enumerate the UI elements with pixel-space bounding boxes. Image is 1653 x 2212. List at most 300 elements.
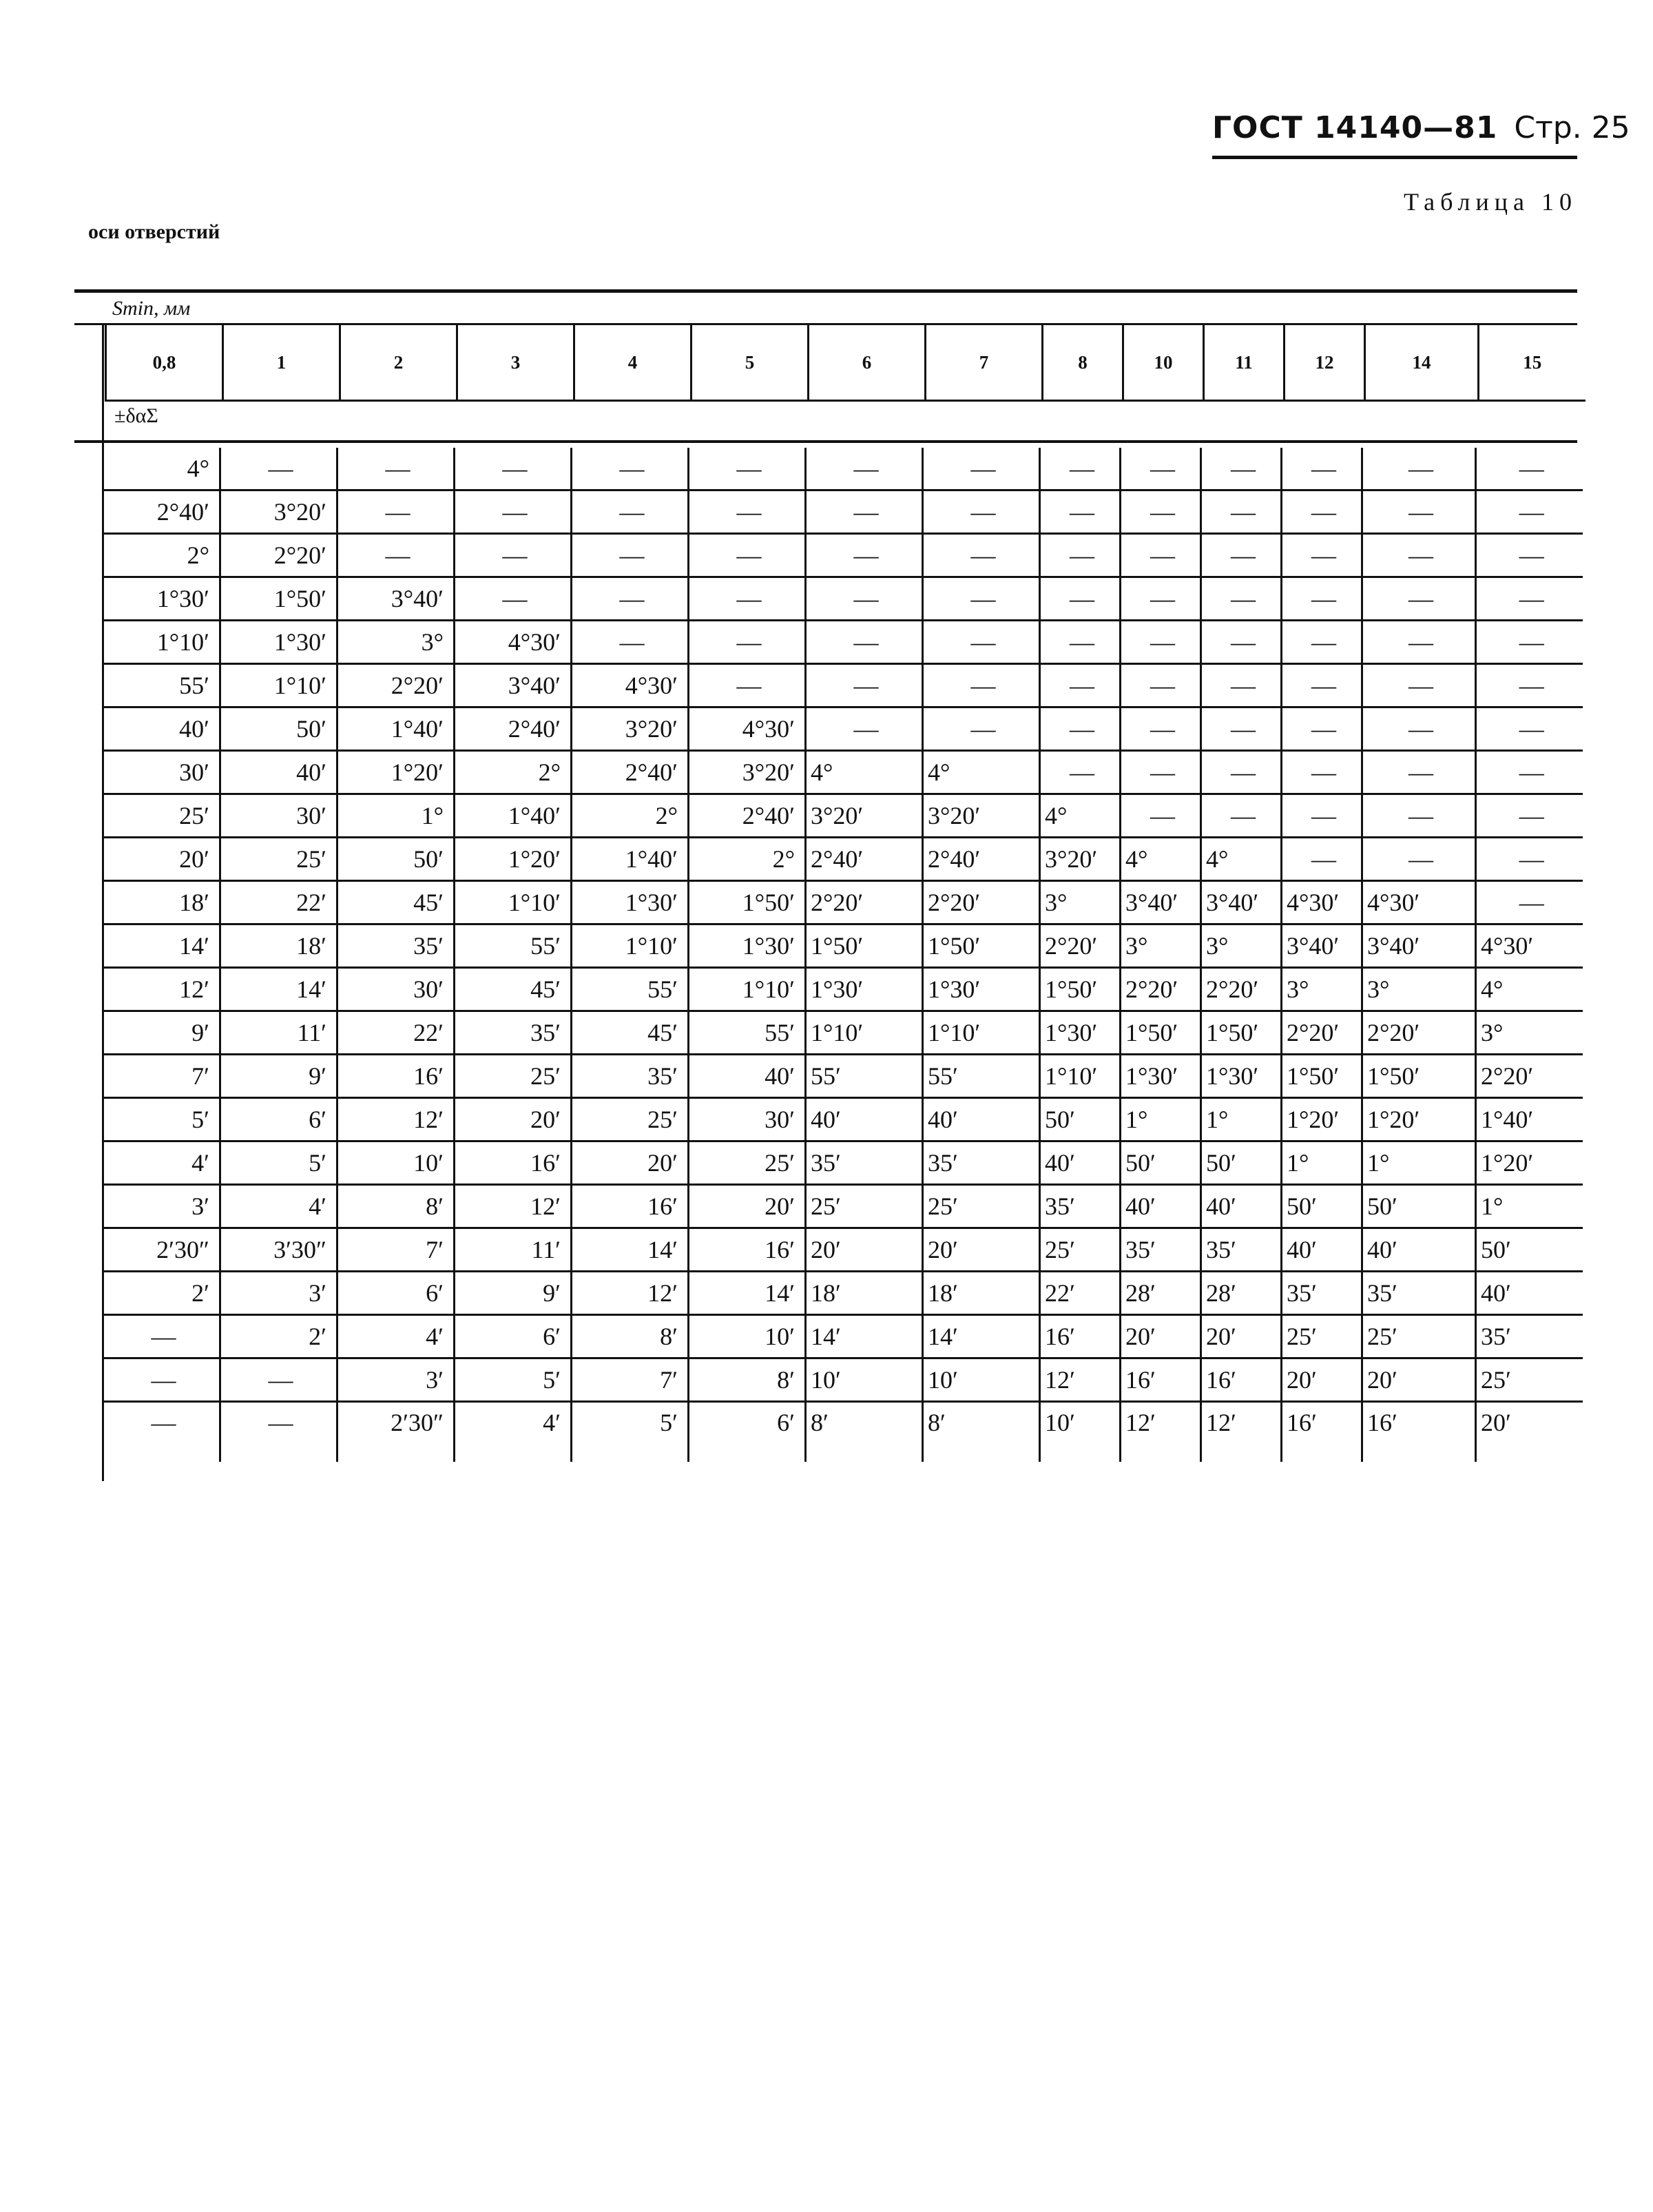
- table-cell: —: [103, 1358, 220, 1402]
- table-cell: 1°50′: [806, 924, 923, 968]
- table-cell: 20′: [1201, 1315, 1282, 1358]
- table-cell: —: [923, 664, 1040, 707]
- table-cell: —: [1362, 621, 1476, 664]
- table-cell: —: [337, 490, 455, 534]
- smin-label: Smin, мм: [112, 297, 191, 320]
- table-cell: —: [1476, 534, 1583, 577]
- table-cell: —: [1282, 490, 1362, 534]
- table-row: [103, 1402, 1583, 1462]
- table-row: [103, 1055, 1583, 1098]
- table-cell: 2′: [220, 1315, 337, 1358]
- table-cell: 1°: [1476, 1185, 1583, 1228]
- table-cell: —: [1201, 621, 1282, 664]
- table-cell: —: [455, 490, 572, 534]
- table-cell: 5′: [455, 1358, 572, 1402]
- table-cell: 25′: [1282, 1315, 1362, 1358]
- table-cell: 14′: [923, 1315, 1040, 1358]
- table-cell: —: [689, 534, 806, 577]
- table-cell: 1°20′: [1362, 1098, 1476, 1141]
- table-cell: —: [1476, 794, 1583, 838]
- table-cell: —: [923, 490, 1040, 534]
- table-cell: 5′: [572, 1402, 689, 1462]
- table-cell: 1°20′: [455, 838, 572, 881]
- table-cell: 7′: [103, 1055, 220, 1098]
- table-cell: —: [337, 448, 455, 490]
- table-cell: 2°40′: [689, 794, 806, 838]
- table-cell: —: [923, 448, 1040, 490]
- table-cell: 16′: [689, 1228, 806, 1272]
- table-cell: 20′: [1282, 1358, 1362, 1402]
- table-cell: 2°20′: [1121, 968, 1201, 1011]
- table-cell: 1°: [1201, 1098, 1282, 1141]
- table-cell: 4°30′: [572, 664, 689, 707]
- table-cell: —: [1201, 577, 1282, 621]
- table-cell: 1°30′: [1121, 1055, 1201, 1098]
- table-cell: 3°20′: [923, 794, 1040, 838]
- table-cell: 3°20′: [220, 490, 337, 534]
- table-cell: 5′: [220, 1141, 337, 1185]
- table-cell: —: [1201, 534, 1282, 577]
- table-row: [103, 664, 1583, 707]
- table-cell: 8′: [572, 1315, 689, 1358]
- table-row: [103, 1358, 1583, 1402]
- table-cell: 4′: [220, 1185, 337, 1228]
- table-cell: 3°: [337, 621, 455, 664]
- table-cell: 2°20′: [1476, 1055, 1583, 1098]
- table-cell: 22′: [337, 1011, 455, 1055]
- table-cell: 16′: [1362, 1402, 1476, 1462]
- table-cell: 55′: [103, 664, 220, 707]
- table-cell: 40′: [689, 1055, 806, 1098]
- table-cell: 35′: [806, 1141, 923, 1185]
- table-cell: 18′: [923, 1272, 1040, 1315]
- table-cell: 35′: [1201, 1228, 1282, 1272]
- table-cell: 5′: [103, 1098, 220, 1141]
- table-cell: 2°20′: [1282, 1011, 1362, 1055]
- table-cell: 3°20′: [689, 751, 806, 794]
- table-cell: 2°20′: [806, 881, 923, 924]
- table-cell: 12′: [1201, 1402, 1282, 1462]
- table-cell: 22′: [1040, 1272, 1121, 1315]
- table-cell: 4°30′: [689, 707, 806, 751]
- table-cell: 4°: [103, 448, 220, 490]
- table-cell: 35′: [337, 924, 455, 968]
- header-row: [106, 325, 1586, 401]
- table-cell: 50′: [220, 707, 337, 751]
- table-cell: 22′: [220, 881, 337, 924]
- table-cell: 6′: [220, 1098, 337, 1141]
- table-cell: —: [1476, 838, 1583, 881]
- table-cell: 3°: [1282, 968, 1362, 1011]
- table-cell: 10′: [923, 1358, 1040, 1402]
- table-cell: —: [1282, 448, 1362, 490]
- table-cell: —: [455, 577, 572, 621]
- table-cell: 2°: [572, 794, 689, 838]
- table-cell: 1°20′: [1476, 1141, 1583, 1185]
- table-row: [103, 577, 1583, 621]
- table-cell: —: [689, 621, 806, 664]
- table-cell: 4°: [923, 751, 1040, 794]
- column-header: 0,8: [106, 325, 223, 401]
- table-cell: 2°20′: [1201, 968, 1282, 1011]
- table-row: [103, 794, 1583, 838]
- table-cell: 6′: [689, 1402, 806, 1462]
- table-cell: —: [1362, 490, 1476, 534]
- table-cell: 3°20′: [806, 794, 923, 838]
- table-cell: 25′: [455, 1055, 572, 1098]
- table-cell: 40′: [806, 1098, 923, 1141]
- table-cell: 3°40′: [1282, 924, 1362, 968]
- table-cell: 35′: [572, 1055, 689, 1098]
- table-cell: 18′: [103, 881, 220, 924]
- table-cell: 1°50′: [1040, 968, 1121, 1011]
- table-cell: —: [1201, 707, 1282, 751]
- table-cell: 30′: [689, 1098, 806, 1141]
- table-cell: —: [1476, 751, 1583, 794]
- table-cell: 1°: [1121, 1098, 1201, 1141]
- table-cell: 1°30′: [572, 881, 689, 924]
- table-cell: 50′: [1362, 1185, 1476, 1228]
- table-cell: 25′: [220, 838, 337, 881]
- table-cell: 12′: [572, 1272, 689, 1315]
- table-cell: 55′: [923, 1055, 1040, 1098]
- table-caption: оси отверстий: [88, 220, 220, 243]
- table-cell: —: [1362, 707, 1476, 751]
- column-header: 6: [809, 325, 926, 401]
- table-cell: 55′: [455, 924, 572, 968]
- table-cell: 35′: [923, 1141, 1040, 1185]
- table-cell: 2°: [103, 534, 220, 577]
- table-cell: 25′: [806, 1185, 923, 1228]
- table-cell: —: [1362, 577, 1476, 621]
- table-row: [103, 1228, 1583, 1272]
- table-cell: 12′: [1121, 1402, 1201, 1462]
- table-cell: —: [1362, 751, 1476, 794]
- table-cell: 3°20′: [572, 707, 689, 751]
- table-cell: 3′: [103, 1185, 220, 1228]
- table-cell: 10′: [1040, 1402, 1121, 1462]
- column-headers: [105, 325, 1586, 402]
- table-cell: 18′: [806, 1272, 923, 1315]
- table-cell: 14′: [572, 1228, 689, 1272]
- table-cell: 40′: [103, 707, 220, 751]
- table-cell: 14′: [103, 924, 220, 968]
- table-cell: 45′: [337, 881, 455, 924]
- table-cell: 4°: [1201, 838, 1282, 881]
- table-cell: —: [1282, 838, 1362, 881]
- table-cell: 20′: [455, 1098, 572, 1141]
- table-cell: 3°40′: [1362, 924, 1476, 968]
- table-cell: 2′30″: [337, 1402, 455, 1462]
- table-row: [103, 534, 1583, 577]
- tolerance-table: [102, 448, 1583, 1462]
- table-cell: —: [689, 448, 806, 490]
- column-header: 14: [1365, 325, 1479, 401]
- table-cell: 8′: [337, 1185, 455, 1228]
- table-cell: —: [1201, 794, 1282, 838]
- table-cell: —: [1040, 621, 1121, 664]
- table-cell: —: [1476, 881, 1583, 924]
- table-row: [103, 1315, 1583, 1358]
- table-cell: 4°: [1476, 968, 1583, 1011]
- table-cell: 55′: [572, 968, 689, 1011]
- header-rule: [1212, 156, 1577, 159]
- table-cell: 4′: [455, 1402, 572, 1462]
- table-cell: —: [1121, 621, 1201, 664]
- table-cell: 40′: [1121, 1185, 1201, 1228]
- table-cell: 1°10′: [220, 664, 337, 707]
- table-cell: —: [1040, 534, 1121, 577]
- table-cell: 1°: [1282, 1141, 1362, 1185]
- column-header: 2: [340, 325, 457, 401]
- table-cell: 40′: [1282, 1228, 1362, 1272]
- table-cell: 1°30′: [806, 968, 923, 1011]
- column-header: 12: [1285, 325, 1365, 401]
- table-cell: —: [806, 490, 923, 534]
- table-cell: 35′: [1476, 1315, 1583, 1358]
- table-cell: 3°40′: [455, 664, 572, 707]
- table-cell: 14′: [806, 1315, 923, 1358]
- table-cell: —: [1121, 534, 1201, 577]
- table-cell: 2°40′: [455, 707, 572, 751]
- table-cell: 50′: [337, 838, 455, 881]
- table-cell: —: [1040, 577, 1121, 621]
- table-row: [103, 490, 1583, 534]
- table-cell: —: [1476, 448, 1583, 490]
- table-cell: 55′: [806, 1055, 923, 1098]
- table-cell: —: [923, 621, 1040, 664]
- table-cell: —: [689, 664, 806, 707]
- table-cell: 12′: [455, 1185, 572, 1228]
- table-cell: —: [806, 621, 923, 664]
- table-cell: —: [103, 1402, 220, 1462]
- page-number: Стр. 25: [1514, 110, 1630, 145]
- table-cell: 20′: [572, 1141, 689, 1185]
- table-cell: 1°10′: [806, 1011, 923, 1055]
- table-cell: —: [337, 534, 455, 577]
- column-header: 4: [574, 325, 692, 401]
- table-cell: 25′: [1040, 1228, 1121, 1272]
- table-cell: —: [455, 448, 572, 490]
- table-cell: —: [689, 490, 806, 534]
- table-cell: 1°20′: [1282, 1098, 1362, 1141]
- table-cell: 35′: [1282, 1272, 1362, 1315]
- table-cell: —: [1121, 664, 1201, 707]
- table-row: [103, 751, 1583, 794]
- table-cell: 40′: [1362, 1228, 1476, 1272]
- table-cell: —: [1201, 490, 1282, 534]
- table-cell: 11′: [220, 1011, 337, 1055]
- table-cell: —: [103, 1315, 220, 1358]
- table-cell: 16′: [1040, 1315, 1121, 1358]
- table-cell: —: [1040, 707, 1121, 751]
- table-cell: —: [1121, 751, 1201, 794]
- table-cell: 12′: [103, 968, 220, 1011]
- table-cell: 1°50′: [689, 881, 806, 924]
- table-cell: 1°50′: [1201, 1011, 1282, 1055]
- table-cell: 2′30″: [103, 1228, 220, 1272]
- table-cell: 50′: [1476, 1228, 1583, 1272]
- table-cell: 1°50′: [923, 924, 1040, 968]
- table-cell: —: [1282, 621, 1362, 664]
- table-cell: 40′: [220, 751, 337, 794]
- table-cell: 45′: [455, 968, 572, 1011]
- table-cell: 1°10′: [455, 881, 572, 924]
- table-row: [103, 1185, 1583, 1228]
- table-cell: 3′: [337, 1358, 455, 1402]
- table-cell: 30′: [337, 968, 455, 1011]
- table-cell: 9′: [103, 1011, 220, 1055]
- table-cell: —: [923, 577, 1040, 621]
- table-cell: 7′: [572, 1358, 689, 1402]
- table-cell: 10′: [806, 1358, 923, 1402]
- table-cell: 20′: [103, 838, 220, 881]
- table-cell: —: [923, 707, 1040, 751]
- table-cell: —: [455, 534, 572, 577]
- table-cell: 30′: [220, 794, 337, 838]
- table-cell: —: [806, 664, 923, 707]
- table-cell: 4°30′: [1476, 924, 1583, 968]
- table-cell: —: [1282, 577, 1362, 621]
- table-cell: 6′: [455, 1315, 572, 1358]
- table-row: [103, 968, 1583, 1011]
- table-cell: 10′: [689, 1315, 806, 1358]
- table-cell: 3°20′: [1040, 838, 1121, 881]
- table-cell: 1°50′: [1362, 1055, 1476, 1098]
- table-cell: 12′: [337, 1098, 455, 1141]
- table-cell: 14′: [220, 968, 337, 1011]
- table-row: [103, 707, 1583, 751]
- table-cell: 1°10′: [1040, 1055, 1121, 1098]
- delta-label: ±δαΣ: [114, 404, 158, 427]
- table-cell: 25′: [923, 1185, 1040, 1228]
- table-cell: 2°20′: [220, 534, 337, 577]
- table-cell: 16′: [455, 1141, 572, 1185]
- table-cell: 2°: [689, 838, 806, 881]
- table-cell: —: [1040, 664, 1121, 707]
- table-cell: 11′: [455, 1228, 572, 1272]
- table-cell: 35′: [455, 1011, 572, 1055]
- column-header: 3: [457, 325, 574, 401]
- table-cell: 18′: [220, 924, 337, 968]
- table-cell: 3°40′: [337, 577, 455, 621]
- table-cell: 40′: [1201, 1185, 1282, 1228]
- delta-header-row: [74, 402, 1577, 443]
- smin-header-row: [74, 289, 1577, 325]
- table-cell: 1°50′: [1282, 1055, 1362, 1098]
- table-cell: 9′: [220, 1055, 337, 1098]
- column-header: 10: [1123, 325, 1204, 401]
- page-header: [1212, 110, 1630, 145]
- table-cell: 25′: [689, 1141, 806, 1185]
- table-cell: —: [806, 534, 923, 577]
- table-cell: 25′: [572, 1098, 689, 1141]
- table-cell: 3°: [1121, 924, 1201, 968]
- table-cell: —: [1201, 448, 1282, 490]
- table-cell: 2°20′: [337, 664, 455, 707]
- table-cell: —: [1040, 448, 1121, 490]
- table-cell: 16′: [1121, 1358, 1201, 1402]
- table-cell: 1°40′: [1476, 1098, 1583, 1141]
- table-cell: 1°10′: [103, 621, 220, 664]
- table-cell: —: [1476, 490, 1583, 534]
- table-cell: 20′: [1362, 1358, 1476, 1402]
- table-cell: 1°50′: [220, 577, 337, 621]
- table-cell: 3′: [220, 1272, 337, 1315]
- table-cell: 3°: [1362, 968, 1476, 1011]
- table-cell: 25′: [1362, 1315, 1476, 1358]
- table-cell: —: [1476, 707, 1583, 751]
- table-cell: 1°50′: [1121, 1011, 1201, 1055]
- table-cell: —: [1282, 794, 1362, 838]
- table-cell: 2°40′: [806, 838, 923, 881]
- table-cell: —: [1362, 448, 1476, 490]
- table-cell: 12′: [1040, 1358, 1121, 1402]
- column-header: 1: [223, 325, 340, 401]
- table-cell: —: [806, 448, 923, 490]
- table-cell: —: [572, 490, 689, 534]
- table-cell: —: [1121, 577, 1201, 621]
- table-cell: 1°10′: [923, 1011, 1040, 1055]
- table-cell: 50′: [1282, 1185, 1362, 1228]
- table-cell: 2°40′: [923, 838, 1040, 881]
- table-cell: 1°30′: [923, 968, 1040, 1011]
- table-row: [103, 1141, 1583, 1185]
- table-cell: 20′: [1121, 1315, 1201, 1358]
- table-cell: 20′: [1476, 1402, 1583, 1462]
- table-cell: —: [1121, 490, 1201, 534]
- table-cell: —: [1476, 621, 1583, 664]
- table-cell: 1°30′: [689, 924, 806, 968]
- table-cell: 2°40′: [103, 490, 220, 534]
- table-cell: 1°30′: [220, 621, 337, 664]
- table-cell: —: [572, 448, 689, 490]
- table-cell: 20′: [923, 1228, 1040, 1272]
- table-cell: 40′: [1476, 1272, 1583, 1315]
- column-header: 11: [1204, 325, 1285, 401]
- table-row: [103, 448, 1583, 490]
- column-header: 8: [1043, 325, 1123, 401]
- table-cell: —: [1362, 534, 1476, 577]
- table-cell: 45′: [572, 1011, 689, 1055]
- table-cell: —: [572, 534, 689, 577]
- table-cell: 4′: [103, 1141, 220, 1185]
- table-cell: 25′: [103, 794, 220, 838]
- table-cell: 40′: [1040, 1141, 1121, 1185]
- column-header: 5: [692, 325, 809, 401]
- table-cell: 3′30″: [220, 1228, 337, 1272]
- table-cell: 20′: [689, 1185, 806, 1228]
- table-cell: —: [572, 621, 689, 664]
- table-cell: —: [1362, 838, 1476, 881]
- table-cell: 8′: [689, 1358, 806, 1402]
- table-cell: 16′: [572, 1185, 689, 1228]
- column-header: 7: [926, 325, 1043, 401]
- table-row: [103, 621, 1583, 664]
- table-cell: —: [689, 577, 806, 621]
- table-cell: —: [1121, 794, 1201, 838]
- table-cell: —: [572, 577, 689, 621]
- table-row: [103, 1098, 1583, 1141]
- table-cell: —: [220, 448, 337, 490]
- table-cell: 16′: [1201, 1358, 1282, 1402]
- table-cell: 4°30′: [1282, 881, 1362, 924]
- table-cell: 50′: [1201, 1141, 1282, 1185]
- table-cell: —: [1282, 707, 1362, 751]
- table-cell: 35′: [1040, 1185, 1121, 1228]
- table-body: [103, 448, 1583, 1462]
- table-cell: 9′: [455, 1272, 572, 1315]
